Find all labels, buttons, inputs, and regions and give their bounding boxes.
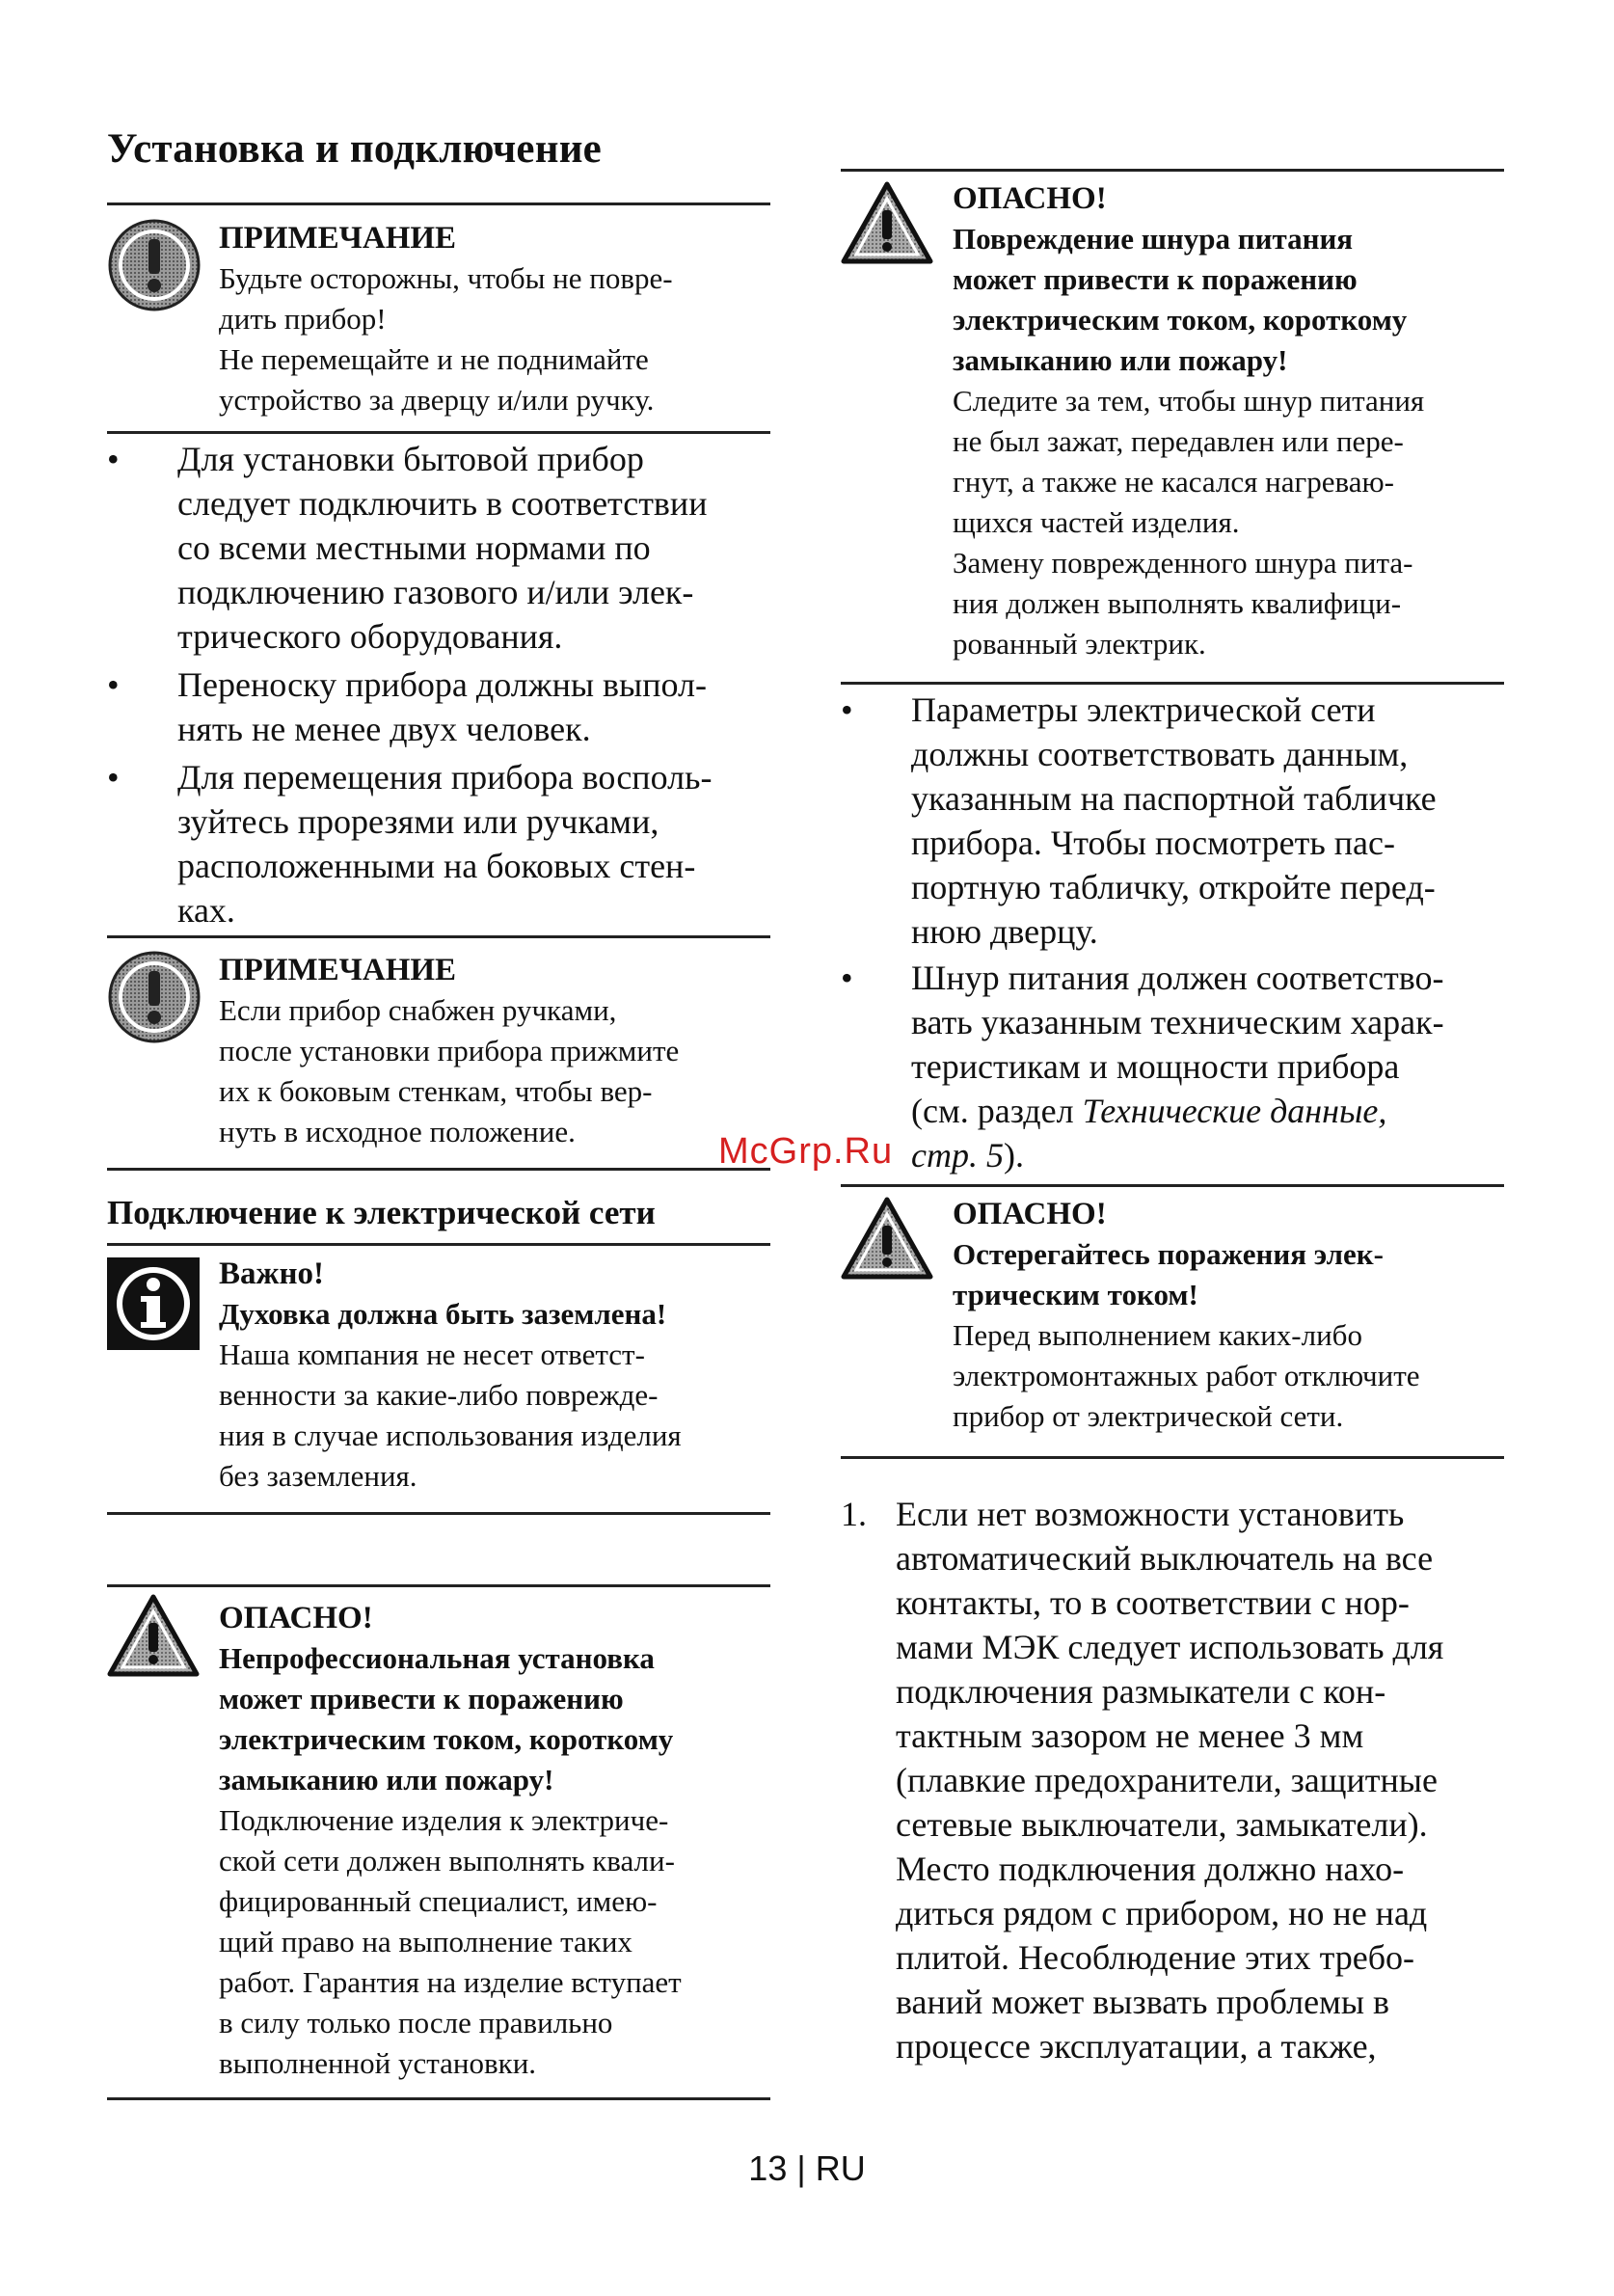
divider: [107, 935, 770, 938]
list-item: • Переноску прибора должны выпол- нять не менее двух человек.: [107, 662, 782, 751]
note-line: Если прибор снабжен ручками,: [219, 993, 617, 1027]
divider: [107, 1512, 770, 1515]
warning-triangle-icon: [841, 1197, 933, 1284]
danger-line: щихся частей изделия.: [953, 505, 1240, 539]
reference-link: стр. 5: [911, 1136, 1004, 1175]
watermark: McGrp.Ru: [718, 1131, 894, 1172]
danger-bold-line: электрическим током, короткому: [953, 303, 1408, 337]
divider: [107, 203, 770, 205]
note-line: нуть в исходное положение.: [219, 1115, 576, 1148]
important-box: [107, 1254, 770, 1504]
danger-box: [841, 178, 1504, 680]
reference-line: (см. раздел Технические данные,: [911, 1092, 1387, 1130]
danger-bold-line: может привести к поражению: [219, 1682, 624, 1715]
warning-triangle-icon: [107, 1594, 200, 1682]
danger-bold-line: Непрофессиональная установка: [219, 1641, 655, 1675]
exclamation-circle-icon: [107, 950, 202, 1049]
important-line: без заземления.: [219, 1459, 417, 1493]
danger-bold-line: трическим током!: [953, 1278, 1198, 1311]
note-line: дить прибор!: [219, 302, 387, 336]
section-title: Подключение к электрической сети: [107, 1194, 656, 1231]
danger-line: в силу только после правильно: [219, 2006, 613, 2039]
list-item: • Для перемещения прибора восполь- зуйтесь прорезями или ручками, расположенными на боковых стен- ках.: [107, 755, 782, 932]
danger-line: Подключение изделия к электриче-: [219, 1803, 669, 1837]
bullet-list: [107, 437, 782, 936]
page-footer: 13 | RU: [748, 2148, 866, 2188]
info-icon: [107, 1257, 200, 1355]
danger-heading: ОПАСНО!: [219, 1601, 373, 1635]
list-item: • Для установки бытовой прибор следует подключить в соответствии со всеми местными нормами по подключению газового и/или элек- трического оборудования.: [107, 437, 782, 659]
note-line: их к боковым стенкам, чтобы вер-: [219, 1074, 653, 1108]
note-line: устройство за дверцу и/или ручку.: [219, 383, 655, 417]
danger-bold-line: замыканию или пожару!: [953, 343, 1288, 377]
bullet-list: [841, 688, 1516, 1181]
danger-bold-line: Повреждение шнура питания: [953, 222, 1354, 256]
divider: [107, 431, 770, 434]
danger-line: гнут, а также не касался нагреваю-: [953, 465, 1394, 499]
important-line: венности за какие-либо поврежде-: [219, 1378, 659, 1412]
numbered-list: [841, 1492, 1516, 2068]
note-box: [107, 950, 770, 1152]
danger-heading: ОПАСНО!: [953, 1197, 1107, 1231]
danger-line: выполненной установки.: [219, 2046, 537, 2080]
step-number: 1.: [841, 1495, 867, 1533]
note-line: Будьте осторожны, чтобы не повре-: [219, 261, 673, 295]
danger-line: ния должен выполнять квалифици-: [953, 586, 1402, 620]
danger-bold-line: замыканию или пожару!: [219, 1763, 554, 1796]
danger-bold-line: электрическим током, короткому: [219, 1722, 674, 1756]
note-line: после установки прибора прижмите: [219, 1034, 680, 1067]
danger-line: щий право на выполнение таких: [219, 1925, 632, 1958]
reference-line: стр. 5).: [911, 1136, 1024, 1175]
divider: [841, 169, 1504, 172]
danger-box: [107, 1591, 770, 2093]
note-box: [107, 218, 770, 430]
danger-line: работ. Гарантия на изделие вступает: [219, 1965, 682, 1999]
danger-line: прибор от электрической сети.: [953, 1399, 1344, 1433]
note-heading: ПРИМЕЧАНИЕ: [219, 221, 457, 256]
important-line: Наша компания не несет ответст-: [219, 1337, 645, 1371]
danger-line: Замену поврежденного шнура пита-: [953, 546, 1413, 580]
divider: [107, 1584, 770, 1587]
divider: [841, 1184, 1504, 1187]
exclamation-circle-icon: [107, 218, 202, 317]
divider: [107, 2097, 770, 2100]
divider: [841, 682, 1504, 685]
divider: [841, 1456, 1504, 1459]
important-bold-line: Духовка должна быть заземлена!: [219, 1297, 667, 1331]
danger-heading: ОПАСНО!: [953, 181, 1107, 216]
note-line: Не перемещайте и не поднимайте: [219, 342, 649, 376]
danger-line: Перед выполнением каких-либо: [953, 1318, 1362, 1352]
warning-triangle-icon: [841, 181, 933, 269]
reference-link: Технические данные,: [1082, 1092, 1387, 1130]
danger-line: не был зажат, передавлен или пере-: [953, 424, 1404, 458]
danger-line: ской сети должен выполнять квали-: [219, 1844, 675, 1877]
divider: [107, 1243, 770, 1246]
danger-bold-line: Остерегайтесь поражения элек-: [953, 1237, 1384, 1271]
danger-line: Следите за тем, чтобы шнур питания: [953, 384, 1425, 418]
note-heading: ПРИМЕЧАНИЕ: [219, 953, 457, 987]
danger-line: рованный электрик.: [953, 627, 1206, 661]
list-item: • Параметры электрической сети должны соответствовать данным, указанным на паспортной табличке прибора. Чтобы посмотреть пас- портную табличку, откройте перед- нюю дверцу.: [841, 688, 1516, 954]
list-item: 1. Если нет возможности установить автоматический выключатель на все контакты, то в соответствии с нор- мами МЭК следует использовать для подключения размыкатели с кон- тактным зазором не менее 3 мм (плавкие предохранители, защитные сетевые выключатели, замыкатели). Место подключения должно нахо- диться рядом с прибором, но не над плитой. Несоблюдение этих требо- ваний может вызвать проблемы в процессе эксплуатации, а также,: [841, 1492, 1516, 2068]
divider: [107, 1168, 770, 1171]
page-title: Установка и подключение: [107, 126, 602, 172]
danger-box: [841, 1194, 1504, 1445]
important-heading: Важно!: [219, 1256, 324, 1291]
danger-bold-line: может привести к поражению: [953, 262, 1358, 296]
danger-line: электромонтажных работ отключите: [953, 1359, 1420, 1392]
danger-line: фицированный специалист, имею-: [219, 1884, 658, 1918]
important-line: ния в случае использования изделия: [219, 1418, 682, 1452]
list-item: • Шнур питания должен соответство- вать указанным техническим харак- теристикам и мощности прибора (см. раздел Технические данные, стр. 5).: [841, 956, 1516, 1177]
